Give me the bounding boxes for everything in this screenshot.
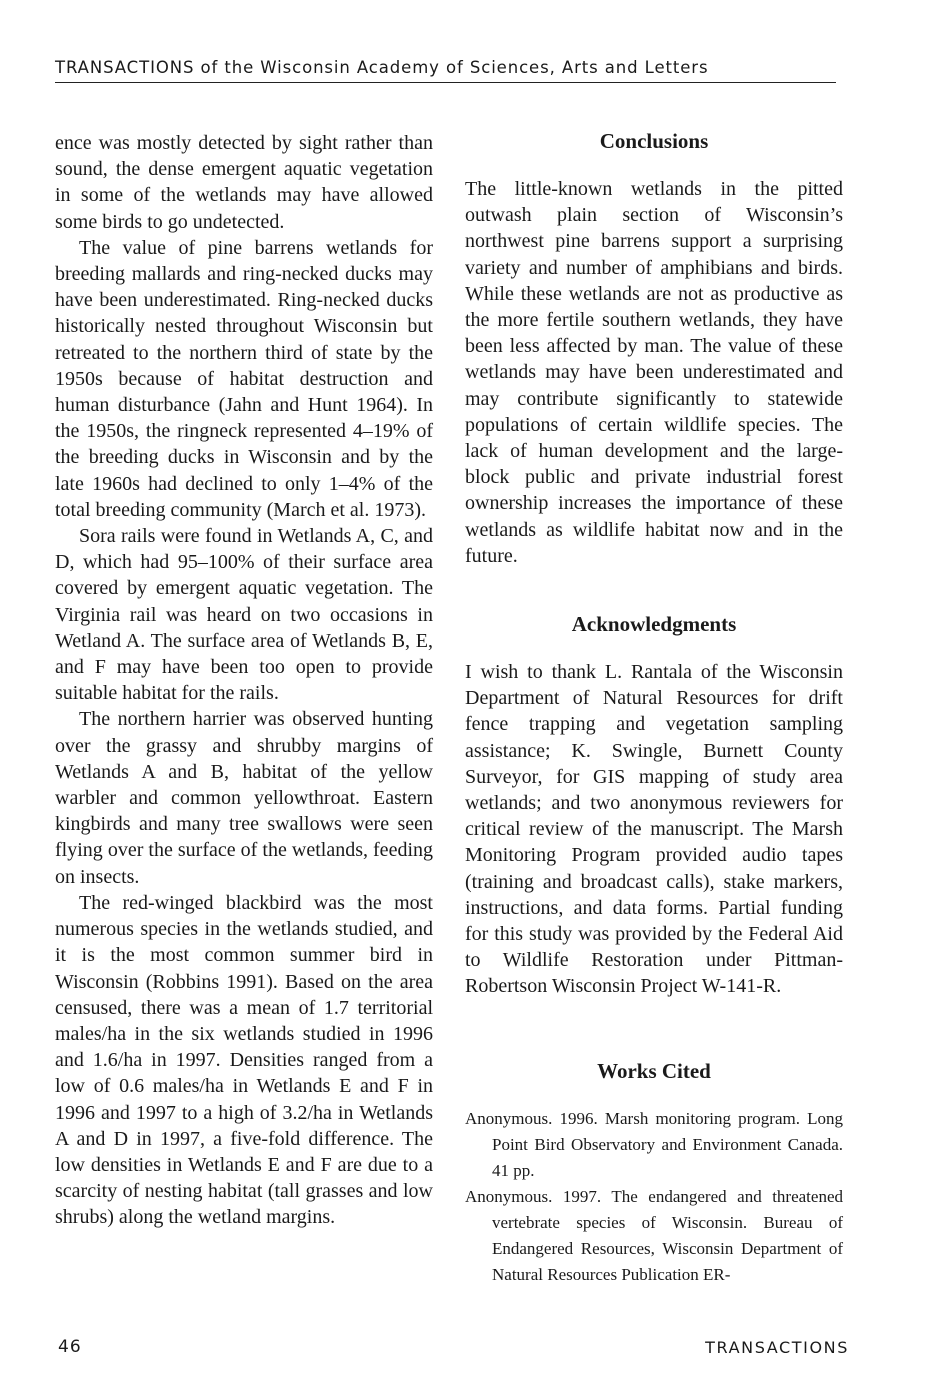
conclusions-heading: Conclusions: [599, 129, 709, 153]
body-paragraph: The value of pine barrens wetlands for breeding mallards and ring-necked ducks may have been underestimated. Ring-necked ducks historically nested throughout Wisconsin but retreated to the northern third of state by the 1950s because of habitat destruction and human disturbance (Jahn and Hunt 1964). In the 1950s, the ringneck represented 4–19% of the breeding ducks in Wisconsin and by the late 1960s had declined to only 1–4% of the total breeding community (March et al. 1973).: [55, 236, 433, 521]
running-head: TRANSACTIONS of the Wisconsin Academy of Sciences, Arts and Letters: [55, 58, 836, 83]
works-cited-heading: Works Cited: [597, 1058, 711, 1083]
page-number: 46: [58, 1337, 82, 1357]
reference-list: [465, 1106, 843, 1288]
body-paragraph: ence was mostly detected by sight rather than sound, the dense emergent aquatic vegetation in some of the wetlands may have allowed some birds to go undetected.: [55, 132, 433, 233]
reference-item: Anonymous. 1997. The endangered and threatened vertebrate species of Wisconsin. Bureau of Endangered Resources, Wisconsin Department of Natural Resources Publication ER-: [465, 1186, 843, 1284]
footer-journal-title: TRANSACTIONS: [705, 1338, 849, 1357]
acknowledgments-text: I wish to thank L. Rantala of the Wisconsin Department of Natural Resources for drift fence trapping and vegetation sampling assistance; K. Swingle, Burnett County Surveyor, for GIS mapping of study area wetlands; and two anonymous reviewers for critical review of the manuscript. The Marsh Monitoring Program provided audio tapes (training and broadcast calls), stake markers, instructions, and data forms. Partial funding for this study was provided by the Federal Aid to Wildlife Restoration under Pittman-Robertson Wisconsin Project W-141-R.: [465, 661, 843, 998]
body-paragraph: The red-winged blackbird was the most numerous species in the wetlands studied, and it is the most common summer bird in Wisconsin (Robbins 1991). Based on the area censused, there was a mean of 1.7 territorial males/ha in the six wetlands studied in 1996 and 1.6/ha in 1997. Densities ranged from a low of 0.6 males/ha in Wetlands E and F in 1996 and 1997 to a high of 3.2/ha in Wetlands A and D in 1997, a five-fold difference. The low densities in Wetlands E and F are due to a scarcity of nesting habitat (tall grasses and low shrubs) along the wetland margins.: [55, 891, 433, 1229]
right-column: [465, 128, 843, 1288]
body-paragraph: Sora rails were found in Wetlands A, C, and D, which had 95–100% of their surface area covered by emergent aquatic vegetation. The Virginia rail was heard on two occasions in Wetland A. The surface area of Wetlands B, E, and F may have been too open to provide suitable habitat for the rails.: [55, 525, 433, 705]
body-paragraph: The northern harrier was observed hunting over the grassy and shrubby margins of Wetlands A and B, habitat of the yellow warbler and common yellowthroat. Eastern kingbirds and many tree swallows were seen flying over the surface of the wetlands, feeding on insects.: [55, 708, 433, 888]
acknowledgments-heading: Acknowledgments: [571, 612, 737, 637]
reference-item: Anonymous. 1996. Marsh monitoring program. Long Point Bird Observatory and Environment Canada. 41 pp.: [465, 1108, 843, 1180]
left-column: [55, 130, 433, 1231]
conclusions-text: The little-known wetlands in the pitted outwash plain section of Wisconsin’s northwest pine barrens support a surprising variety and number of amphibians and birds. While these wetlands are not as productive as the more fertile southern wetlands, they have been less affected by man. The value of these wetlands may have been underestimated and may contribute significantly to statewide populations of certain wildlife species. The lack of human development and the large-block public and private industrial forest ownership increases the importance of these wetlands as wildlife habitat now and in the future.: [465, 178, 843, 567]
